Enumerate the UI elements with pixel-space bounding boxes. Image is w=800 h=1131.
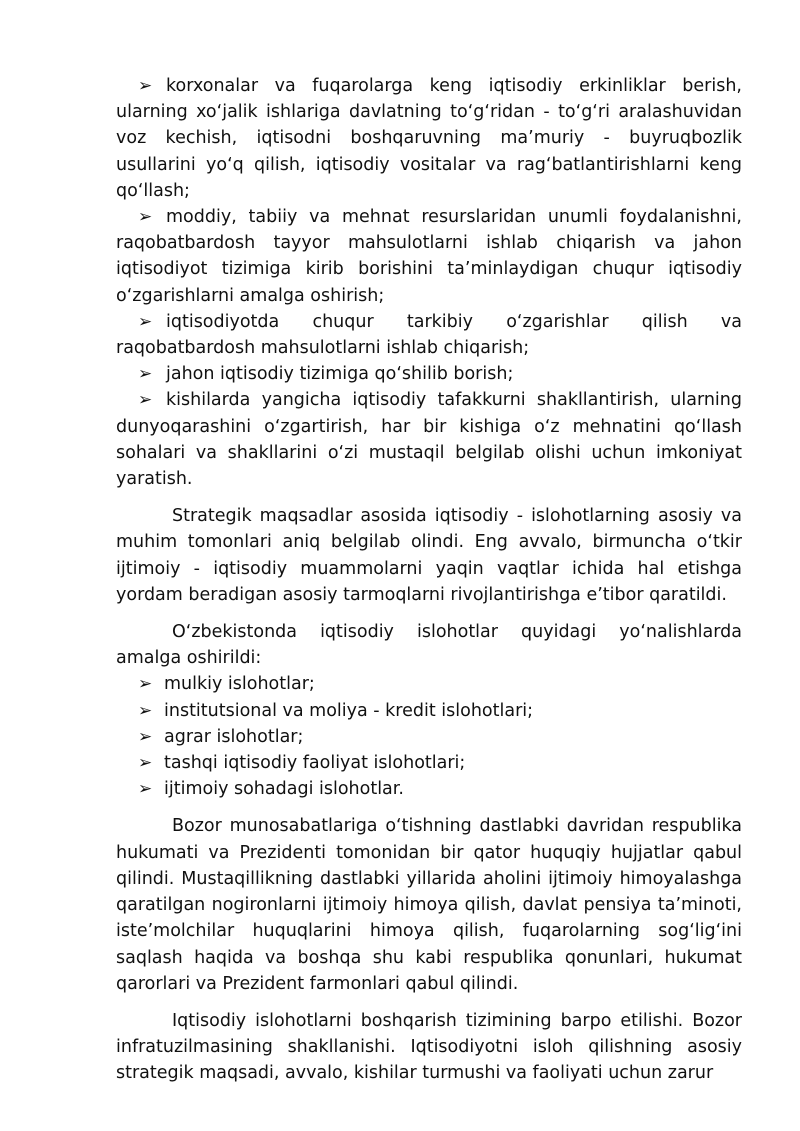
intro-bullet-3 (116, 309, 742, 361)
arrow-bullet-icon: ➢ (138, 753, 153, 774)
intro-bullet-text: jahon iqtisodiy tizimiga qo‘shilib borish; (166, 364, 514, 385)
arrow-bullet-icon: ➢ (138, 311, 153, 332)
list-item (116, 671, 742, 697)
paragraph-legal-acts: Bozor munosabatlariga o‘tishning dastlabki davridan respublika hukumati va Prezidenti tomonidan bir qator huquqiy hujjatlar qabul qilindi. Mustaqillikning dastlabki yillarida aholini ijtimoiy himoyalashga qaratilgan nogironlarni ijtimoiy himoya qilish, davlat pensiya ta’minoti, iste’molchilar huquqlarini himoya qilish, fuqarolarning sog‘lig‘ini saqlash haqida va boshqa shu kabi respublika qonunlari, hukumat qarorlari va Prezident farmonlari qabul qilindi. (116, 816, 742, 994)
list-item (116, 750, 742, 776)
paragraph-management-system: Iqtisodiy islohotlarni boshqarish tizimining barpo etilishi. Bozor infratuzilmasining shakllanishi. Iqtisodiyotni isloh qilishning asosiy strategik maqsadi, avvalo, kishilar turmushi va faoliyati uchun zarur (116, 1010, 742, 1084)
reform-list (116, 671, 742, 802)
arrow-bullet-icon: ➢ (138, 779, 153, 800)
arrow-bullet-icon: ➢ (138, 726, 153, 747)
intro-bullet-4 (116, 361, 742, 387)
paragraph-strategic-goals: Strategik maqsadlar asosida iqtisodiy - islohotlarning asosiy va muhim tomonlari aniq belgilab olindi. Eng avvalo, birmuncha o‘tkir ijtimoiy - iqtisodiy muammolarni yaqin vaqtlar ichida hal etishga yordam beradigan asosiy tarmoqlarni rivojlantirishga e’tibor qaratildi. (116, 506, 742, 605)
intro-bullet-text: iqtisodiyotda chuqur tarkibiy o‘zgarishlar qilish va raqobatbardosh mahsulotlarni ishlab chiqarish; (116, 311, 742, 359)
list-item-text: tashqi iqtisodiy faoliyat islohotlari; (164, 753, 466, 774)
arrow-bullet-icon: ➢ (138, 76, 153, 96)
intro-bullet-text: moddiy, tabiiy va mehnat resurslaridan unumli foydalanishni, raqobatbardosh tayyor mahsulotlarni ishlab chiqarish va jahon iqtisodiyot tizimiga kirib borishini ta’minlaydigan chuqur iqtisodiy o‘zgarishlarni amalga oshirish; (116, 207, 742, 306)
arrow-bullet-icon: ➢ (138, 364, 153, 385)
arrow-bullet-icon: ➢ (138, 674, 153, 695)
list-item-text: ijtimoiy sohadagi islohotlar. (164, 779, 404, 800)
list-item-text: mulkiy islohotlar; (164, 674, 315, 695)
intro-bullet-1 (116, 73, 742, 204)
document-page (116, 73, 742, 1087)
list-item-text: institutsional va moliya - kredit islohotlari; (164, 700, 534, 721)
arrow-bullet-icon: ➢ (138, 700, 153, 721)
paragraph-reform-directions: O‘zbekistonda iqtisodiy islohotlar quyidagi yo‘nalishlarda amalga oshirildi: (116, 622, 742, 669)
intro-bullet-5 (116, 387, 742, 492)
arrow-bullet-icon: ➢ (138, 390, 153, 411)
list-item (116, 724, 742, 750)
list-item (116, 776, 742, 802)
list-item (116, 698, 742, 724)
intro-bullet-text: kishilarda yangicha iqtisodiy tafakkurni shakllantirish, ularning dunyoqarashini o‘zgartirish, har bir kishiga o‘z mehnatini qo‘llash sohalari va shakllarini o‘zi mustaqil belgilab olishi uchun imkoniyat yaratish. (116, 390, 742, 490)
intro-bullet-text: korxonalar va fuqarolarga keng iqtisodiy erkinliklar berish, ularning xo‘jalik ishlariga davlatning to‘g‘ridan - to‘g‘ri aralashuvidan voz kechish, iqtisodni boshqaruvning ma’muriy - buyruqbozlik usullarini yo‘q qilish, iqtisodiy vositalar va rag‘batlantirishlarni keng qo‘llash; (116, 76, 742, 201)
arrow-bullet-icon: ➢ (138, 207, 153, 228)
intro-bullet-2 (116, 204, 742, 309)
list-item-text: agrar islohotlar; (164, 726, 304, 747)
